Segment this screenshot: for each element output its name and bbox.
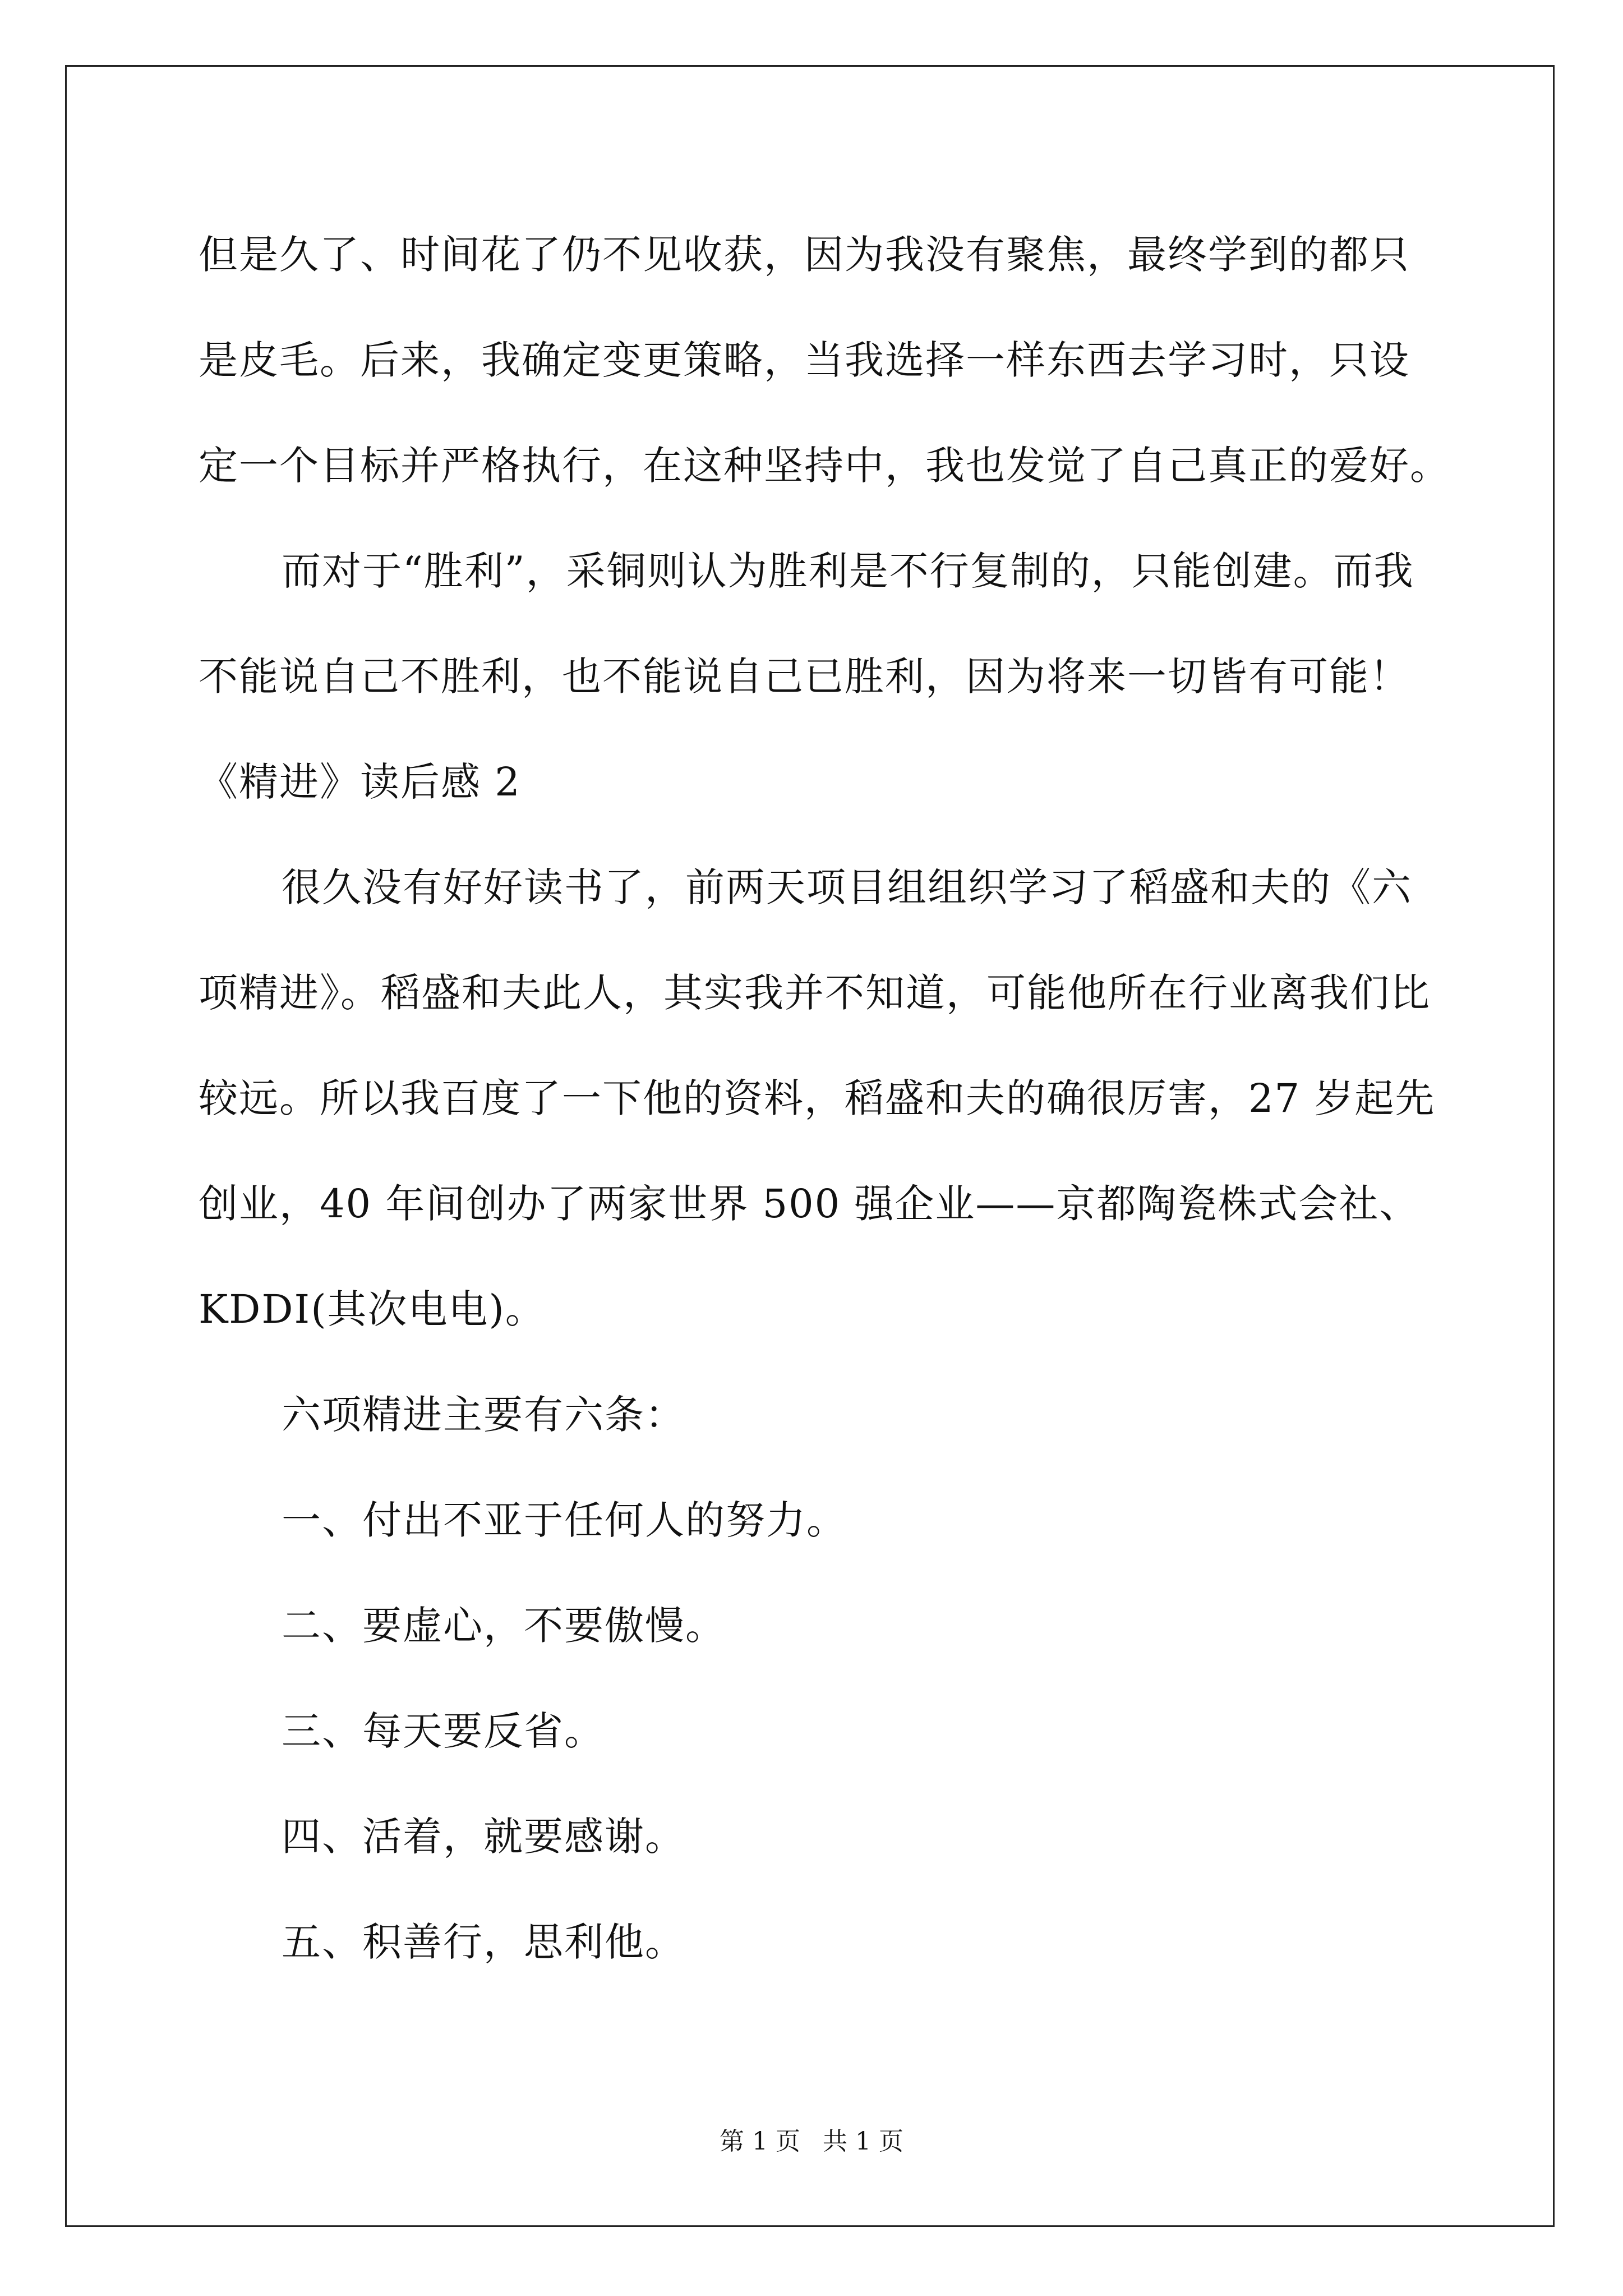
- list-item: 四、活着，就要感谢。: [282, 1814, 685, 1860]
- text-line: 但是久了、时间花了仍不见收获，因为我没有聚焦，最终学到的都只: [199, 232, 1410, 278]
- page-total: 共 1 页: [823, 2127, 903, 2156]
- text-line: 很久没有好好读书了，前两天项目组组织学习了稻盛和夫的《六: [282, 864, 1412, 910]
- page-number: 第 1 页: [720, 2127, 800, 2156]
- list-item: 三、每天要反省。: [282, 1708, 605, 1754]
- text-line: 不能说自己不胜利，也不能说自己已胜利，因为将来一切皆有可能！: [199, 654, 1410, 700]
- text-line: 而对于“胜利”，采铜则认为胜利是不行复制的，只能创建。而我: [282, 548, 1414, 594]
- page-footer: [0, 2125, 1623, 2159]
- text-line: 较远。所以我百度了一下他的资料，稻盛和夫的确很厉害，27 岁起先: [199, 1075, 1436, 1121]
- text-line: 定一个目标并严格执行，在这种坚持中，我也发觉了自己真正的爱好。: [199, 443, 1450, 489]
- text-line: 六项精进主要有六条：: [282, 1392, 685, 1438]
- text-line: 是皮毛。后来，我确定变更策略，当我选择一样东西去学习时，只设: [199, 337, 1410, 383]
- text-line: 项精进》。稻盛和夫此人，其实我并不知道，可能他所在行业离我们比: [199, 970, 1431, 1016]
- text-line: 创业，40 年间创办了两家世界 500 强企业——京都陶瓷株式会社、: [199, 1181, 1420, 1227]
- section-heading: 《精进》读后感 2: [199, 759, 521, 805]
- document-body: [199, 202, 1450, 1995]
- list-item: 五、积善行，思利他。: [282, 1919, 685, 1965]
- list-item: 二、要虚心，不要傲慢。: [282, 1603, 726, 1649]
- text-line: KDDI(其次电电)。: [199, 1286, 546, 1332]
- list-item: 一、付出不亚于任何人的努力。: [282, 1497, 847, 1543]
